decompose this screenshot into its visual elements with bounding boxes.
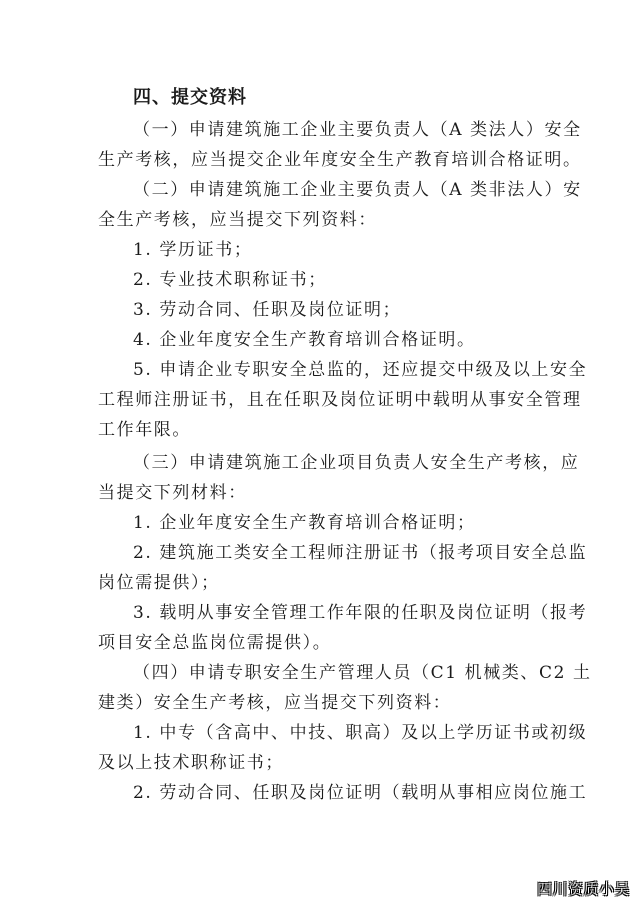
- text-line: 建类）安全生产考核，应当提交下列资料：: [98, 693, 452, 713]
- text-line: （三）申请建筑施工企业项目负责人安全生产考核，应: [133, 453, 580, 473]
- text-line: 4. 企业年度安全生产教育培训合格证明。: [133, 330, 476, 350]
- text-line: 1. 企业年度安全生产教育培训合格证明；: [133, 513, 476, 533]
- text-line: 1. 中专（含高中、中技、职高）及以上学历证书或初级: [133, 723, 588, 743]
- text-line: （二）申请建筑施工企业主要负责人（A 类非法人）安: [133, 180, 582, 200]
- text-line: 3. 劳动合同、任职及岗位证明；: [133, 300, 402, 320]
- text-line: 及以上技术职称证书；: [98, 753, 284, 773]
- text-line: 2. 劳动合同、任职及岗位证明（载明从事相应岗位施工: [133, 783, 588, 803]
- text-line: 岗位需提供）；: [98, 573, 220, 593]
- text-line: 项目安全总监岗位需提供）。: [98, 633, 332, 653]
- section-heading: 四、提交资料: [133, 87, 247, 108]
- text-line: 当提交下列材料：: [98, 483, 247, 503]
- text-line: 5. 申请企业专职安全总监的，还应提交中级及以上安全: [133, 360, 588, 380]
- text-line: （一）申请建筑施工企业主要负责人（A 类法人）安全: [133, 120, 582, 140]
- text-line: 工作年限。: [98, 420, 191, 440]
- text-line: 1. 学历证书；: [133, 240, 253, 260]
- text-line: 全生产考核，应当提交下列资料：: [98, 210, 377, 230]
- text-line: 生产考核，应当提交企业年度安全生产教育培训合格证明。: [98, 150, 582, 170]
- text-line: 3. 载明从事安全管理工作年限的任职及岗位证明（报考: [133, 603, 588, 623]
- text-line: 工程师注册证书，且在任职及岗位证明中载明从事安全管理: [98, 390, 582, 410]
- watermark-text: 四川资质小吴: [536, 880, 630, 898]
- text-line: 2. 建筑施工类安全工程师注册证书（报考项目安全总监: [133, 543, 588, 563]
- text-line: 2. 专业技术职称证书；: [133, 270, 327, 290]
- text-line: （四）申请专职安全生产管理人员（C1 机械类、C2 土: [133, 663, 592, 683]
